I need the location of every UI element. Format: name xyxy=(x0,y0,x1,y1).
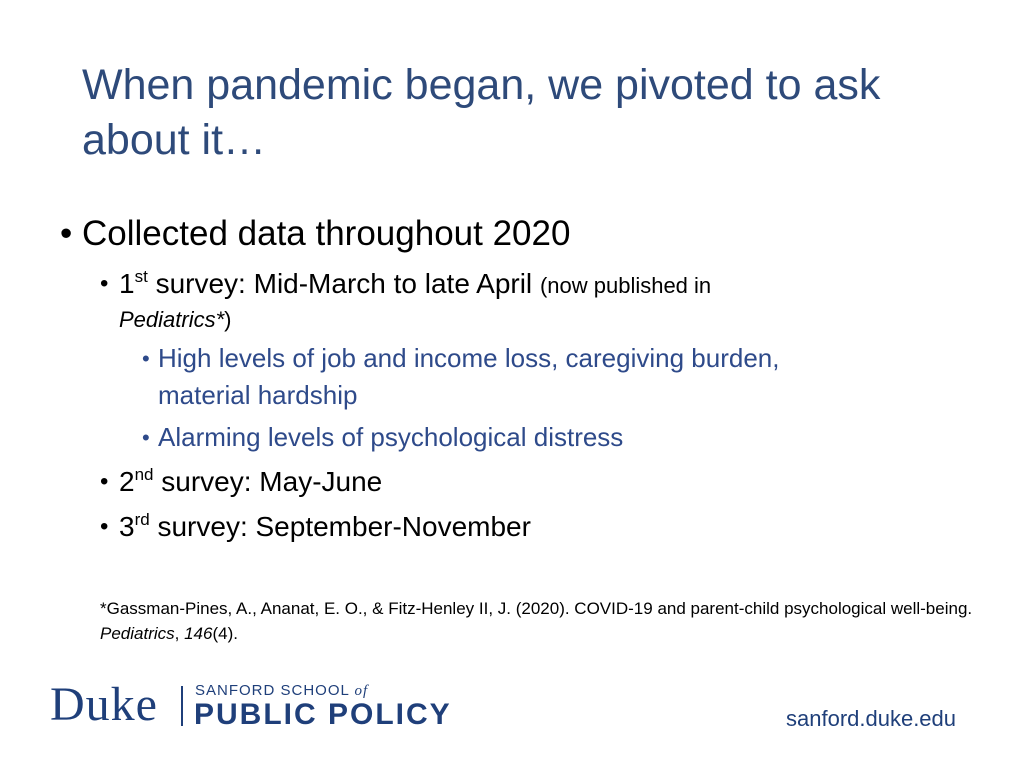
bullet-dot: • xyxy=(100,270,109,297)
bullet-dot: • xyxy=(60,214,73,253)
survey-number: 3 xyxy=(119,511,135,542)
citation-footnote xyxy=(100,596,980,646)
citation-volume: 146 xyxy=(184,624,213,643)
survey-ordinal: st xyxy=(134,267,148,286)
slide-title: When pandemic began, we pivoted to ask about it… xyxy=(82,61,881,164)
citation-comma: , xyxy=(174,624,185,643)
bullet-third-survey xyxy=(100,509,531,545)
bullet-dot: • xyxy=(142,346,150,371)
public-policy-label: PUBLIC POLICY xyxy=(194,698,452,731)
journal-name: Pediatrics* xyxy=(119,307,225,332)
bullet-text: Alarming levels of psychological distress xyxy=(158,422,624,452)
bullet-dot: • xyxy=(142,425,150,450)
survey-ordinal: nd xyxy=(134,465,154,484)
school-name: SANFORD SCHOOL xyxy=(195,682,350,699)
bullet-first-survey xyxy=(100,266,712,304)
bullet-text: material hardship xyxy=(158,380,358,410)
citation-authors: *Gassman-Pines, A., Ananat, E. O., & Fitz-Henley II, J. (2020). COVID-19 and parent-child psychological well-being. xyxy=(100,599,973,618)
logo-divider xyxy=(181,686,183,726)
note-close: ) xyxy=(224,307,232,332)
bullet-job-income-loss-line2 xyxy=(158,377,357,414)
bullet-second-survey xyxy=(100,464,383,500)
bullet-job-income-loss xyxy=(142,340,780,377)
bullet-text: Collected data throughout 2020 xyxy=(82,214,571,253)
bullet-dot: • xyxy=(100,468,109,495)
bullet-text: High levels of job and income loss, caregiving burden, xyxy=(158,343,780,373)
publication-note: (now published in xyxy=(539,273,712,298)
bullet-text: survey: Mid-March to late April xyxy=(147,268,540,299)
bullet-collected-data xyxy=(60,212,571,256)
publication-note-line2 xyxy=(119,303,231,337)
survey-number: 2 xyxy=(119,466,135,497)
survey-ordinal: rd xyxy=(134,510,150,529)
citation-journal: Pediatrics xyxy=(100,624,175,643)
duke-wordmark: Duke xyxy=(50,678,158,731)
bullet-dot: • xyxy=(100,513,109,540)
website-url: sanford.duke.edu xyxy=(786,706,957,731)
citation-issue: (4). xyxy=(212,624,238,643)
bullet-psychological-distress xyxy=(142,419,624,456)
survey-number: 1 xyxy=(119,268,135,299)
school-of: of xyxy=(354,683,369,699)
bullet-text: survey: May-June xyxy=(153,466,383,497)
bullet-text: survey: September-November xyxy=(149,511,531,542)
